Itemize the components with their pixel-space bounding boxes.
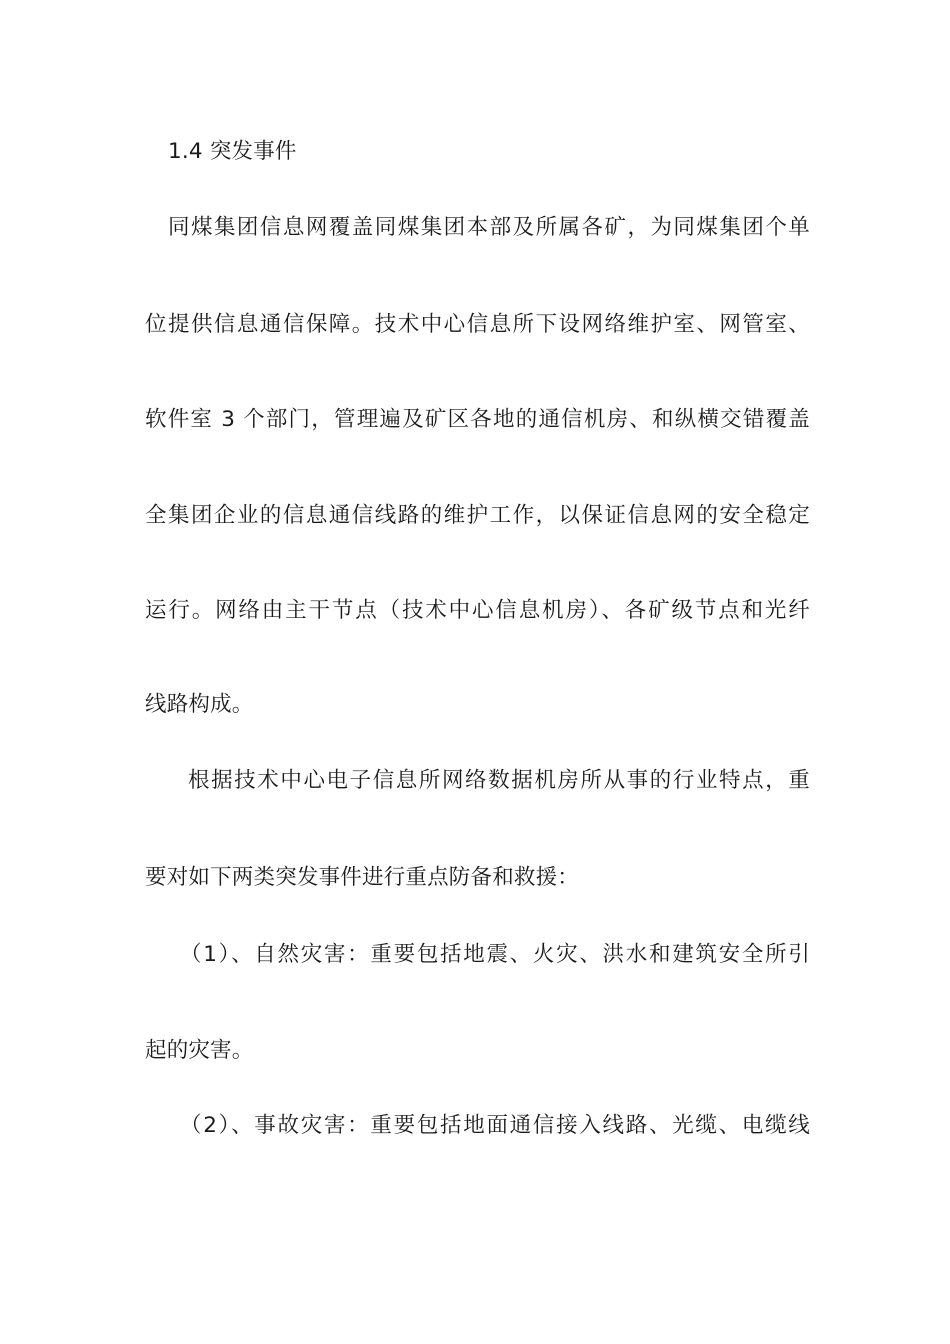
paragraph-1-line-2: 位提供信息通信保障。技术中心信息所下设网络维护室、网管室、	[145, 312, 810, 337]
paragraph-1-line-1: 同煤集团信息网覆盖同煤集团本部及所属各矿，为同煤集团个单	[168, 215, 810, 240]
paragraph-1-line-5: 运行。网络由主干节点（技术中心信息机房）、各矿级节点和光纤	[145, 598, 810, 623]
paragraph-2-line-1: 根据技术中心电子信息所网络数据机房所从事的行业特点，重	[188, 768, 810, 793]
paragraph-2-line-2: 要对如下两类突发事件进行重点防备和救援：	[145, 865, 580, 890]
section-heading: 1.4 突发事件	[168, 139, 297, 164]
item-2-line-1: （2）、事故灾害：重要包括地面通信接入线路、光缆、电缆线	[180, 1113, 810, 1138]
item-1-line-1: （1）、自然灾害：重要包括地震、火灾、洪水和建筑安全所引	[180, 942, 810, 967]
item-1-line-2: 起的灾害。	[145, 1038, 254, 1063]
paragraph-1-line-4: 全集团企业的信息通信线路的维护工作，以保证信息网的安全稳定	[145, 503, 810, 528]
paragraph-1-line-6: 线路构成。	[145, 692, 254, 717]
paragraph-1-line-3: 软件室 3 个部门，管理遍及矿区各地的通信机房、和纵横交错覆盖	[145, 407, 810, 432]
